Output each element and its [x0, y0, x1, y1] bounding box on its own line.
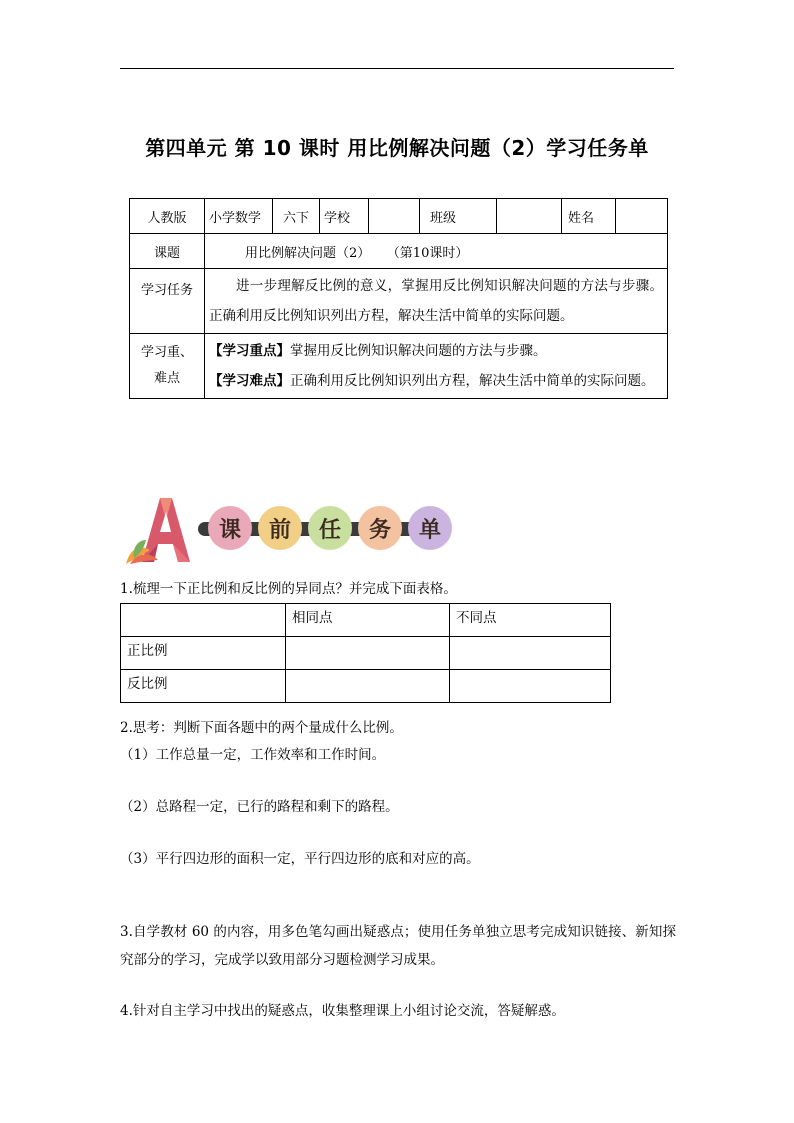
difficulty-text: 正确利用反比例知识列出方程，解决生活中简单的实际问题。 — [290, 373, 655, 389]
pre-class-banner — [120, 494, 450, 566]
comparison-table — [120, 603, 611, 703]
topic-label: 课题 — [130, 234, 205, 269]
comparison-row-inverse — [121, 670, 611, 703]
school-label: 学校 — [320, 199, 369, 234]
comparison-header-same: 相同点 — [286, 604, 450, 637]
comparison-header-diff: 不同点 — [450, 604, 611, 637]
difficulty-tag: 【学习难点】 — [209, 373, 290, 389]
banner-char-2: 前 — [258, 506, 302, 550]
inverse-diff-cell[interactable] — [450, 670, 611, 703]
name-label: 姓名 — [562, 199, 616, 234]
page-title: 第四单元 第 10 课时 用比例解决问题（2）学习任务单 — [145, 136, 649, 160]
task-label: 学习任务 — [130, 269, 205, 334]
banner-char-1: 课 — [208, 506, 252, 550]
banner-char-3: 任 — [308, 506, 352, 550]
question-1: 1.梳理一下正比例和反比例的异同点？并完成下面表格。 — [120, 581, 457, 597]
school-value-cell[interactable] — [369, 199, 420, 234]
key-point-line — [209, 336, 663, 366]
grade-cell: 六下 — [273, 199, 320, 234]
task-text: 进一步理解反比例的意义，掌握用反比例知识解决问题的方法与步骤。正确利用反比例知识列出方程，解决生活中简单的实际问题。 — [205, 269, 668, 334]
direct-same-cell[interactable] — [286, 637, 450, 670]
question-2-item-2: （2）总路程一定，已行的路程和剩下的路程。 — [120, 799, 399, 815]
info-row-header — [130, 199, 668, 234]
info-row-key — [130, 334, 668, 399]
direct-diff-cell[interactable] — [450, 637, 611, 670]
name-value-cell[interactable] — [616, 199, 668, 234]
question-4: 4.针对自主学习中找出的疑惑点，收集整理课上小组讨论交流，答疑解惑。 — [120, 1003, 565, 1019]
comparison-row-direct — [121, 637, 611, 670]
info-row-topic — [130, 234, 668, 269]
inverse-same-cell[interactable] — [286, 670, 450, 703]
question-3: 3.自学教材 60 的内容，用多色笔勾画出疑惑点；使用任务单独立思考完成知识链接、新知探究部分的学习，完成学以致用部分习题检测学习成果。 — [120, 924, 676, 968]
key-point-tag: 【学习重点】 — [209, 343, 290, 359]
class-value-cell[interactable] — [497, 199, 562, 234]
class-label: 班级 — [420, 199, 497, 234]
publisher-cell: 人教版 — [130, 199, 205, 234]
direct-proportion-label: 正比例 — [121, 637, 286, 670]
comparison-header-empty — [121, 604, 286, 637]
comparison-header-row — [121, 604, 611, 637]
info-row-task — [130, 269, 668, 334]
question-2-item-3: （3）平行四边形的面积一定，平行四边形的底和对应的高。 — [120, 851, 480, 867]
question-2-item-1: （1）工作总量一定，工作效率和工作时间。 — [120, 747, 386, 763]
banner-char-4: 务 — [358, 506, 402, 550]
letter-a-logo-icon — [120, 494, 210, 566]
header-rule — [120, 68, 674, 69]
info-table — [129, 198, 668, 399]
key-point-text: 掌握用反比例知识解决问题的方法与步骤。 — [290, 343, 547, 359]
inverse-proportion-label: 反比例 — [121, 670, 286, 703]
key-content — [205, 334, 668, 399]
banner-char-5: 单 — [408, 506, 452, 550]
subject-cell: 小学数学 — [205, 199, 273, 234]
difficulty-line — [209, 366, 663, 396]
topic-value: 用比例解决问题（2） （第10课时） — [205, 234, 668, 269]
question-2: 2.思考：判断下面各题中的两个量成什么比例。 — [120, 720, 403, 736]
key-label: 学习重、难点 — [130, 334, 205, 399]
